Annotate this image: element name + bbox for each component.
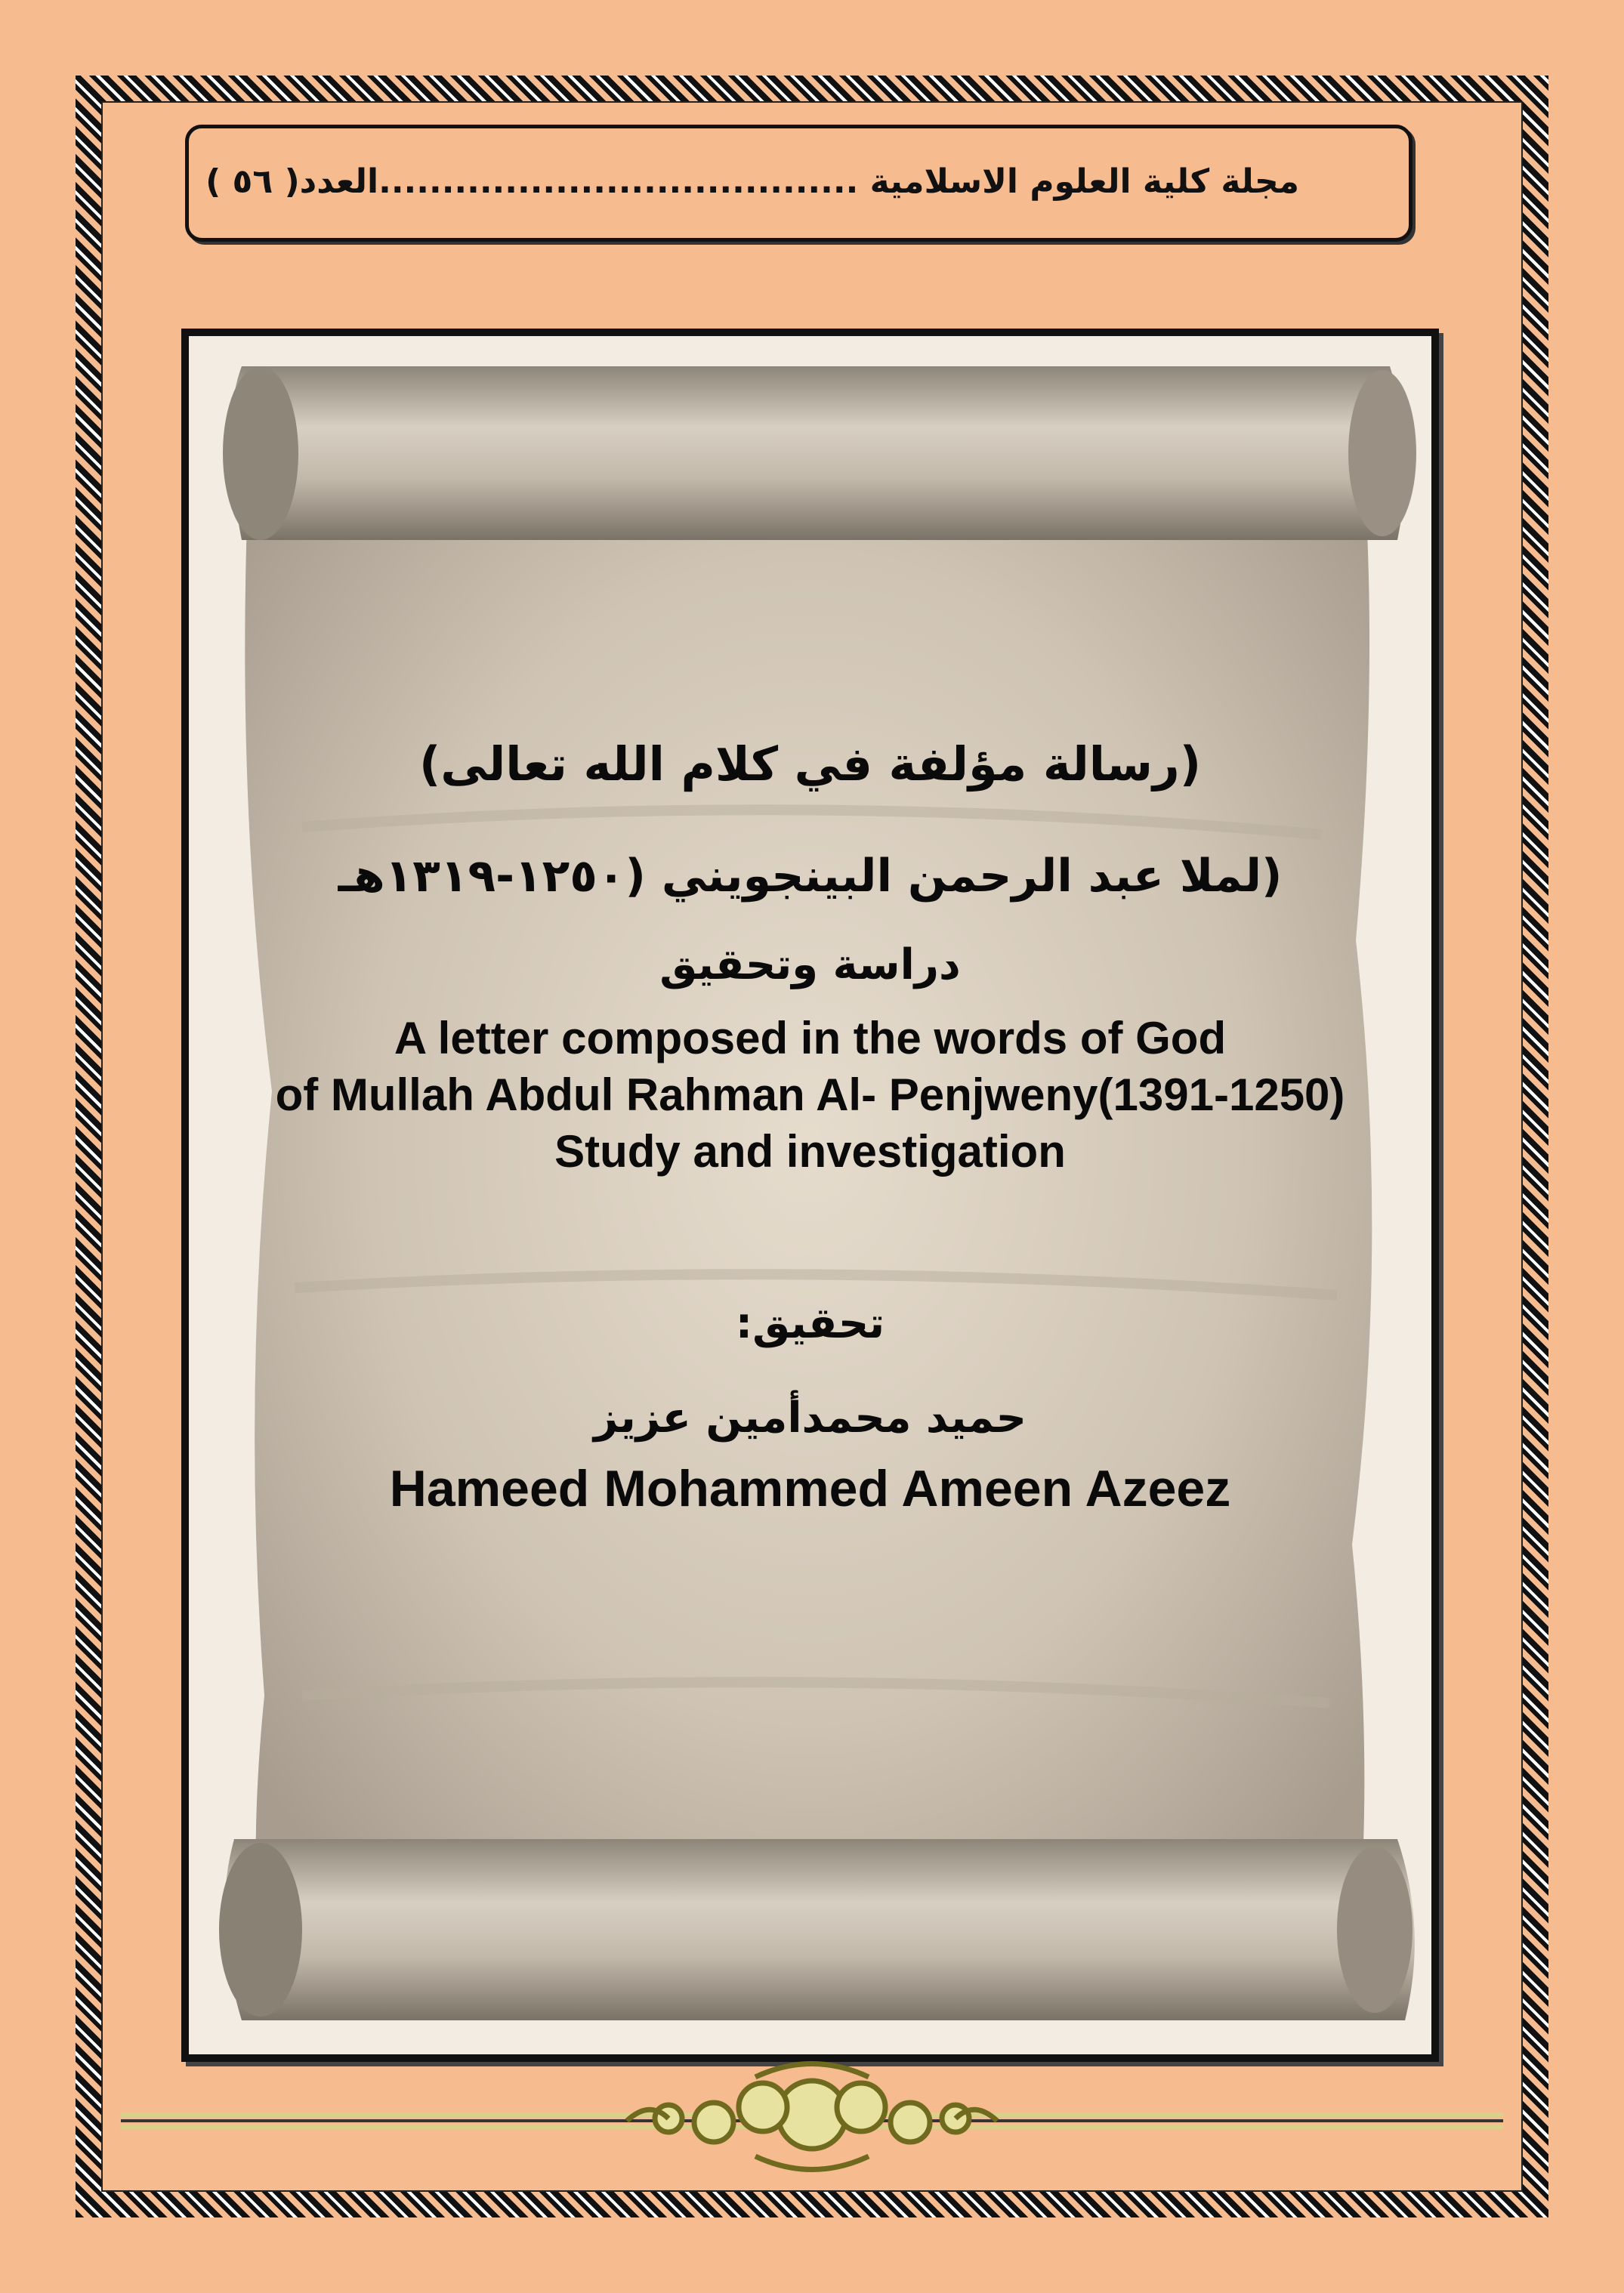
english-title-line-2: of Mullah Abdul Rahman Al- Penjweny(1391-1250) (275, 1069, 1345, 1120)
english-title-line-1: A letter composed in the words of God (394, 1013, 1227, 1063)
arabic-title: (رسالة مؤلفة في كلام الله تعالى) (418, 736, 1202, 792)
english-study-label: Study and investigation (554, 1126, 1066, 1177)
editor-name-english: Hameed Mohammed Ameen Azeez (389, 1460, 1231, 1517)
arabic-author-line: (لملا عبد الرحمن البينجويني (١٢٥٠-١٣١٩هـ (338, 850, 1283, 903)
journal-header-text: مجلة كلية العلوم الاسلامية ......................................العدد( ٥٦ ) (205, 162, 1299, 201)
parchment-scroll-image (189, 336, 1431, 2054)
scroll-image-frame (181, 329, 1439, 2062)
editor-label-arabic: تحقيق: (735, 1299, 885, 1348)
flourish-ornament-icon (121, 2054, 1503, 2175)
editor-name-arabic: حميد محمدأمين عزيز (593, 1393, 1027, 1443)
arabic-study-label: دراسة وتحقيق (659, 940, 961, 989)
